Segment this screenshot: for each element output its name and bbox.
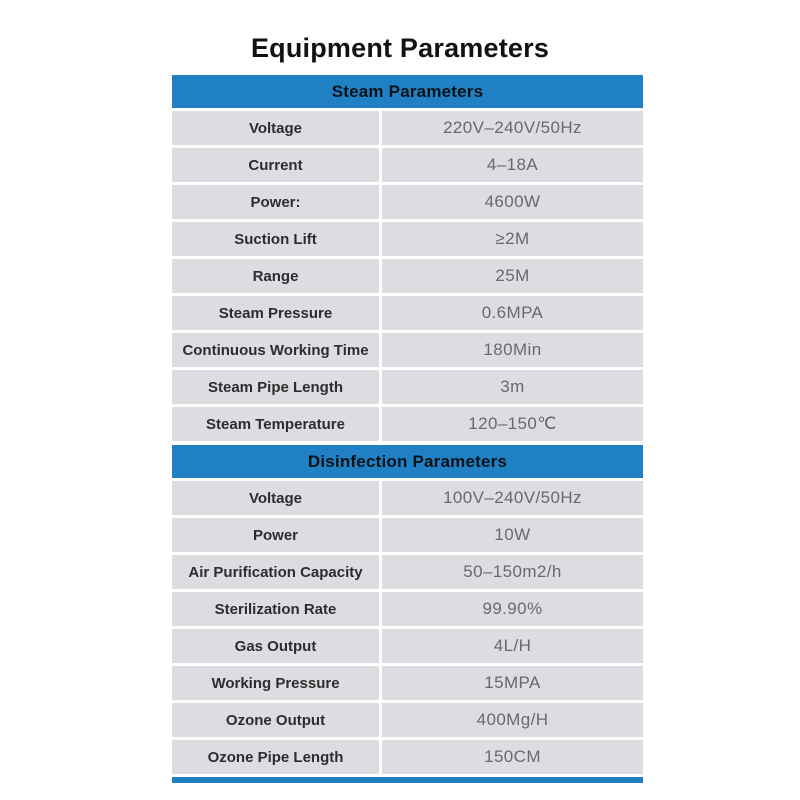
param-label: Working Pressure (172, 666, 379, 700)
param-value: ≥2M (382, 222, 643, 256)
section-header-label: Steam Parameters (331, 81, 484, 101)
section-header-label: Disinfection Parameters (307, 451, 508, 471)
param-value: 150CM (382, 740, 643, 774)
param-value: 4–18A (382, 148, 643, 182)
param-label: Power (172, 518, 379, 552)
spec-table (172, 75, 643, 783)
spec-section (172, 75, 643, 441)
table-row (172, 518, 643, 552)
param-value: 100V–240V/50Hz (382, 481, 643, 515)
param-label: Air Purification Capacity (172, 555, 379, 589)
table-row (172, 148, 643, 182)
table-row (172, 555, 643, 589)
param-value: 220V–240V/50Hz (382, 111, 643, 145)
param-label: Sterilization Rate (172, 592, 379, 626)
param-label: Continuous Working Time (172, 333, 379, 367)
param-value: 4L/H (382, 629, 643, 663)
param-label: Steam Pressure (172, 296, 379, 330)
param-value: 99.90% (382, 592, 643, 626)
table-row (172, 629, 643, 663)
table-row (172, 185, 643, 219)
param-value: 50–150m2/h (382, 555, 643, 589)
table-row (172, 666, 643, 700)
param-label: Ozone Pipe Length (172, 740, 379, 774)
param-value: 4600W (382, 185, 643, 219)
table-row (172, 592, 643, 626)
table-row (172, 222, 643, 256)
table-row (172, 259, 643, 293)
table-row (172, 296, 643, 330)
param-label: Steam Pipe Length (172, 370, 379, 404)
param-value: 3m (382, 370, 643, 404)
param-value: 180Min (382, 333, 643, 367)
param-label: Suction Lift (172, 222, 379, 256)
param-label: Ozone Output (172, 703, 379, 737)
param-value: 400Mg/H (382, 703, 643, 737)
table-row (172, 407, 643, 441)
param-label: Voltage (172, 111, 379, 145)
table-row (172, 370, 643, 404)
param-label: Power: (172, 185, 379, 219)
table-row (172, 740, 643, 774)
section-header (172, 445, 643, 478)
param-label: Steam Temperature (172, 407, 379, 441)
section-rows (172, 111, 643, 441)
spec-sections (172, 75, 643, 774)
section-rows (172, 481, 643, 774)
param-value: 15MPA (382, 666, 643, 700)
table-bottom-bar (172, 777, 643, 783)
table-row (172, 333, 643, 367)
param-value: 25M (382, 259, 643, 293)
param-label: Range (172, 259, 379, 293)
section-header (172, 75, 643, 108)
table-row (172, 111, 643, 145)
spec-section (172, 445, 643, 774)
param-value: 10W (382, 518, 643, 552)
table-row (172, 481, 643, 515)
param-label: Current (172, 148, 379, 182)
param-label: Voltage (172, 481, 379, 515)
table-row (172, 703, 643, 737)
param-value: 120–150℃ (382, 407, 643, 441)
param-value: 0.6MPA (382, 296, 643, 330)
page-title: Equipment Parameters (250, 33, 550, 63)
param-label: Gas Output (172, 629, 379, 663)
